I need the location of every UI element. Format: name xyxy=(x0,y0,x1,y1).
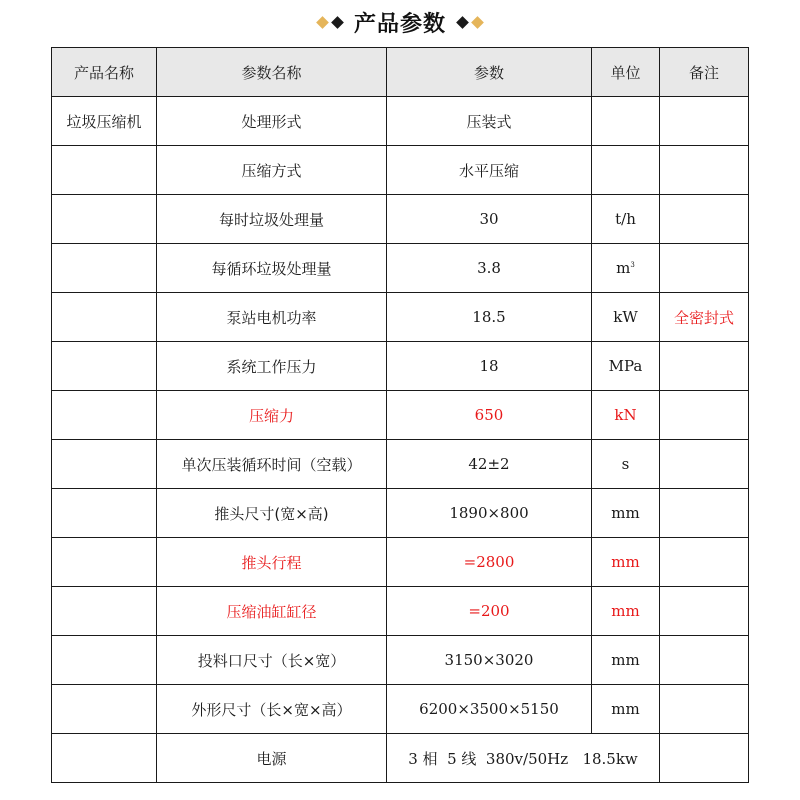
table-row xyxy=(52,244,749,293)
header-unit: 单位 xyxy=(592,48,660,97)
unit-text: mm xyxy=(611,553,640,571)
param-value-cell: 1890×800 xyxy=(387,489,592,538)
header-param-value: 参数 xyxy=(387,48,592,97)
product-name-cell xyxy=(52,244,157,293)
param-name-cell: 压缩方式 xyxy=(157,146,387,195)
unit-cell xyxy=(592,587,660,636)
param-value-cell: 18.5 xyxy=(387,293,592,342)
unit-cell xyxy=(592,685,660,734)
param-name-cell: 泵站电机功率 xyxy=(157,293,387,342)
power-spec-cell: 3 相 5 线 380v/50Hz 18.5kw xyxy=(387,734,660,783)
table-body xyxy=(52,97,749,783)
product-name-cell xyxy=(52,146,157,195)
param-value-cell: 42±2 xyxy=(387,440,592,489)
param-value-cell: =2800 xyxy=(387,538,592,587)
product-name-cell xyxy=(52,489,157,538)
unit-text: mm xyxy=(611,700,640,718)
section-title-bar xyxy=(0,0,800,44)
note-cell xyxy=(660,538,749,587)
product-name-cell xyxy=(52,293,157,342)
unit-text: m xyxy=(616,259,631,277)
unit-text: kW xyxy=(613,308,638,326)
note-cell xyxy=(660,146,749,195)
unit-cell xyxy=(592,342,660,391)
unit-cell xyxy=(592,636,660,685)
unit-cell xyxy=(592,293,660,342)
param-name-cell: 投料口尺寸（长×宽） xyxy=(157,636,387,685)
table-row xyxy=(52,391,749,440)
table-row xyxy=(52,342,749,391)
table-row xyxy=(52,293,749,342)
param-name-cell: 压缩油缸缸径 xyxy=(157,587,387,636)
table-row xyxy=(52,636,749,685)
diamond-left-black-icon xyxy=(331,16,344,29)
table-row xyxy=(52,685,749,734)
table-row xyxy=(52,489,749,538)
param-name-cell: 推头尺寸(宽×高) xyxy=(157,489,387,538)
param-name-cell: 电源 xyxy=(157,734,387,783)
unit-text: t/h xyxy=(615,210,636,228)
unit-text: mm xyxy=(611,651,640,669)
product-name-cell xyxy=(52,636,157,685)
note-cell xyxy=(660,685,749,734)
param-value-cell: 水平压缩 xyxy=(387,146,592,195)
unit-text: kN xyxy=(614,406,637,424)
param-name-cell: 每时垃圾处理量 xyxy=(157,195,387,244)
unit-cell xyxy=(592,440,660,489)
unit-text: mm xyxy=(611,504,640,522)
product-name-cell xyxy=(52,195,157,244)
table-row xyxy=(52,587,749,636)
diamond-left-gold-icon xyxy=(316,16,329,29)
note-cell xyxy=(660,342,749,391)
unit-text: MPa xyxy=(608,357,643,375)
table-row xyxy=(52,97,749,146)
header-param-name: 参数名称 xyxy=(157,48,387,97)
note-cell xyxy=(660,587,749,636)
param-value-cell: 3150×3020 xyxy=(387,636,592,685)
note-cell xyxy=(660,244,749,293)
header-product-name: 产品名称 xyxy=(52,48,157,97)
note-cell: 全密封式 xyxy=(660,293,749,342)
product-name-cell: 垃圾压缩机 xyxy=(52,97,157,146)
table-row-power xyxy=(52,734,749,783)
note-cell xyxy=(660,734,749,783)
unit-cell xyxy=(592,489,660,538)
diamond-right-black-icon xyxy=(456,16,469,29)
product-name-cell xyxy=(52,440,157,489)
unit-cell xyxy=(592,244,660,293)
product-name-cell xyxy=(52,685,157,734)
header-note: 备注 xyxy=(660,48,749,97)
param-name-cell: 外形尺寸（长×宽×高） xyxy=(157,685,387,734)
table-row xyxy=(52,146,749,195)
parameter-table xyxy=(51,47,749,783)
table-row xyxy=(52,538,749,587)
param-value-cell: 压装式 xyxy=(387,97,592,146)
table-row xyxy=(52,440,749,489)
param-name-cell: 推头行程 xyxy=(157,538,387,587)
param-value-cell: =200 xyxy=(387,587,592,636)
param-value-cell: 3.8 xyxy=(387,244,592,293)
note-cell xyxy=(660,391,749,440)
unit-cell xyxy=(592,538,660,587)
product-name-cell xyxy=(52,538,157,587)
param-value-cell: 650 xyxy=(387,391,592,440)
unit-cell xyxy=(592,195,660,244)
param-value-cell: 18 xyxy=(387,342,592,391)
table-header-row xyxy=(52,48,749,97)
note-cell xyxy=(660,440,749,489)
diamond-right-gold-icon xyxy=(471,16,484,29)
unit-text: mm xyxy=(611,602,640,620)
param-name-cell: 每循环垃圾处理量 xyxy=(157,244,387,293)
param-name-cell: 压缩力 xyxy=(157,391,387,440)
table-row xyxy=(52,195,749,244)
note-cell xyxy=(660,195,749,244)
unit-cell xyxy=(592,146,660,195)
unit-text: s xyxy=(621,455,630,473)
page-title: 产品参数 xyxy=(353,11,446,37)
param-name-cell: 单次压装循环时间（空载） xyxy=(157,440,387,489)
param-name-cell: 处理形式 xyxy=(157,97,387,146)
param-name-cell: 系统工作压力 xyxy=(157,342,387,391)
note-cell xyxy=(660,97,749,146)
param-value-cell: 6200×3500×5150 xyxy=(387,685,592,734)
product-name-cell xyxy=(52,342,157,391)
unit-superscript: 3 xyxy=(630,261,635,269)
product-name-cell xyxy=(52,734,157,783)
note-cell xyxy=(660,636,749,685)
param-value-cell: 30 xyxy=(387,195,592,244)
product-name-cell xyxy=(52,391,157,440)
note-cell xyxy=(660,489,749,538)
unit-cell xyxy=(592,97,660,146)
unit-cell xyxy=(592,391,660,440)
product-name-cell xyxy=(52,587,157,636)
